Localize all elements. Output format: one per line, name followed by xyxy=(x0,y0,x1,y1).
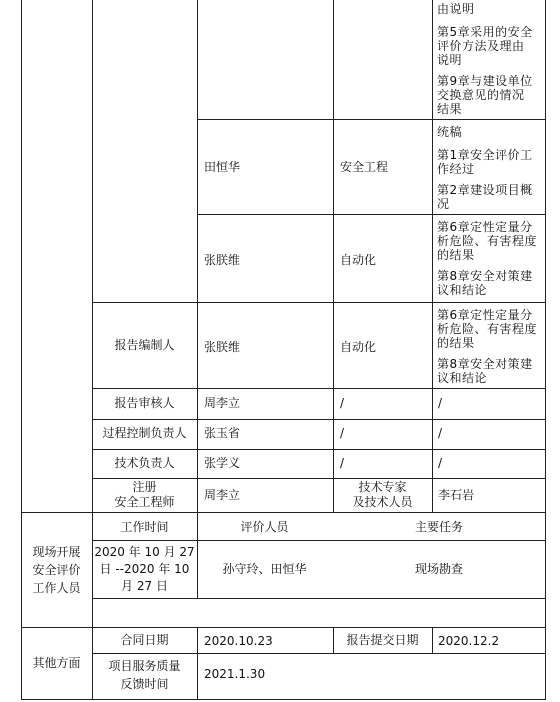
table-divider xyxy=(92,449,546,450)
work-time: 2020 年 10 月 27 xyxy=(94,545,195,559)
task-line: 况 xyxy=(437,197,450,211)
staff-major: 自动化 xyxy=(340,253,377,267)
task-paragraph xyxy=(437,74,545,116)
main-task: 现场勘查 xyxy=(414,562,463,576)
table-divider xyxy=(92,540,546,541)
contract-date-label: 合同日期 xyxy=(120,633,169,647)
expert-label: 技术专家 xyxy=(358,480,407,494)
table-divider xyxy=(92,478,546,479)
staff-task: / xyxy=(438,456,443,470)
feedback-date: 2021.1.30 xyxy=(204,667,266,681)
column-header: 工作时间 xyxy=(120,520,169,534)
staff-major: 安全工程 xyxy=(340,160,389,174)
task-line: 第2章建设项目概 xyxy=(437,183,533,197)
staff-name: 张朕维 xyxy=(204,253,241,267)
table-divider xyxy=(197,0,198,512)
table-divider xyxy=(432,627,433,653)
table-divider xyxy=(197,627,198,700)
role-label: 注册 xyxy=(132,480,157,494)
table-divider xyxy=(21,512,546,513)
staff-name: 田恒华 xyxy=(204,160,241,174)
expert-label: 及技术人员 xyxy=(352,495,413,509)
staff-major: / xyxy=(340,396,345,410)
feedback-label: 反馈时间 xyxy=(120,677,169,691)
other-label: 其他方面 xyxy=(32,656,81,670)
staff-task: / xyxy=(438,426,443,440)
column-header: 评价人员 xyxy=(240,520,289,534)
table-border-right xyxy=(545,0,546,700)
task-line: 交换意见的情况 xyxy=(437,88,525,102)
task-line: 说明 xyxy=(437,53,463,67)
role-label: 安全工程师 xyxy=(114,495,175,509)
task-cell xyxy=(437,2,545,123)
role-label: 报告审核人 xyxy=(114,396,175,410)
evaluator-names: 孙守玲、田恒华 xyxy=(222,562,307,576)
task-line: 第8章安全对策建 xyxy=(437,357,533,371)
onsite-label: 工作人员 xyxy=(32,581,81,595)
table-divider xyxy=(432,0,433,512)
task-paragraph xyxy=(437,148,545,176)
feedback-label: 项目服务质量 xyxy=(108,659,181,673)
task-line: 由说明 xyxy=(437,2,475,16)
work-time: 月 27 日 xyxy=(121,579,168,593)
column-header: 主要任务 xyxy=(414,520,463,534)
task-paragraph xyxy=(437,183,545,211)
task-cell xyxy=(437,220,545,304)
task-line: 统稿 xyxy=(437,125,463,139)
table-divider xyxy=(92,598,546,599)
table-divider xyxy=(333,0,334,512)
staff-name: 周李立 xyxy=(204,396,241,410)
staff-name: 周李立 xyxy=(204,488,241,502)
task-line: 第6章定性定量分 xyxy=(437,220,533,234)
role-label: 过程控制负责人 xyxy=(102,426,187,440)
task-line: 的结果 xyxy=(437,248,475,262)
submit-date-label: 报告提交日期 xyxy=(346,633,419,647)
task-paragraph xyxy=(437,125,545,139)
task-paragraph xyxy=(437,220,545,262)
task-line: 议和结论 xyxy=(437,283,488,297)
staff-major: / xyxy=(340,426,345,440)
task-cell xyxy=(437,308,545,392)
staff-major: 自动化 xyxy=(340,340,377,354)
table-divider xyxy=(21,627,546,628)
staff-name: 张学义 xyxy=(204,456,241,470)
task-line: 的结果 xyxy=(437,336,475,350)
task-line: 第1章安全评价工 xyxy=(437,148,533,162)
task-line: 第8章安全对策建 xyxy=(437,269,533,283)
onsite-label: 现场开展 xyxy=(32,545,81,559)
task-line: 作经过 xyxy=(437,162,475,176)
task-cell xyxy=(437,125,545,218)
task-paragraph xyxy=(437,308,545,350)
table-border-bottom xyxy=(21,699,546,700)
task-line: 评价方法及理由 xyxy=(437,39,525,53)
task-paragraph xyxy=(437,357,545,385)
task-paragraph xyxy=(437,269,545,297)
task-line: 第9章与建设单位 xyxy=(437,74,533,88)
task-line: 议和结论 xyxy=(437,371,488,385)
table-divider xyxy=(92,419,546,420)
task-line: 结果 xyxy=(437,102,463,116)
role-label: 报告编制人 xyxy=(114,338,175,352)
expert-name: 李石岩 xyxy=(438,488,475,502)
onsite-label: 安全评价 xyxy=(32,563,81,577)
table-divider xyxy=(92,653,546,654)
contract-date: 2020.10.23 xyxy=(204,634,273,648)
task-line: 析危险、有害程度 xyxy=(437,234,538,248)
role-label: 技术负责人 xyxy=(114,456,175,470)
staff-task: / xyxy=(438,396,443,410)
staff-name: 张玉省 xyxy=(204,426,241,440)
task-line: 第6章定性定量分 xyxy=(437,308,533,322)
staff-major: / xyxy=(340,456,345,470)
task-line: 析危险、有害程度 xyxy=(437,322,538,336)
submit-date: 2020.12.2 xyxy=(438,634,500,648)
task-line: 第5章采用的安全 xyxy=(437,25,533,39)
task-paragraph xyxy=(437,25,545,67)
work-time: 日 --2020 年 10 xyxy=(99,562,190,576)
staff-name: 张朕维 xyxy=(204,340,241,354)
